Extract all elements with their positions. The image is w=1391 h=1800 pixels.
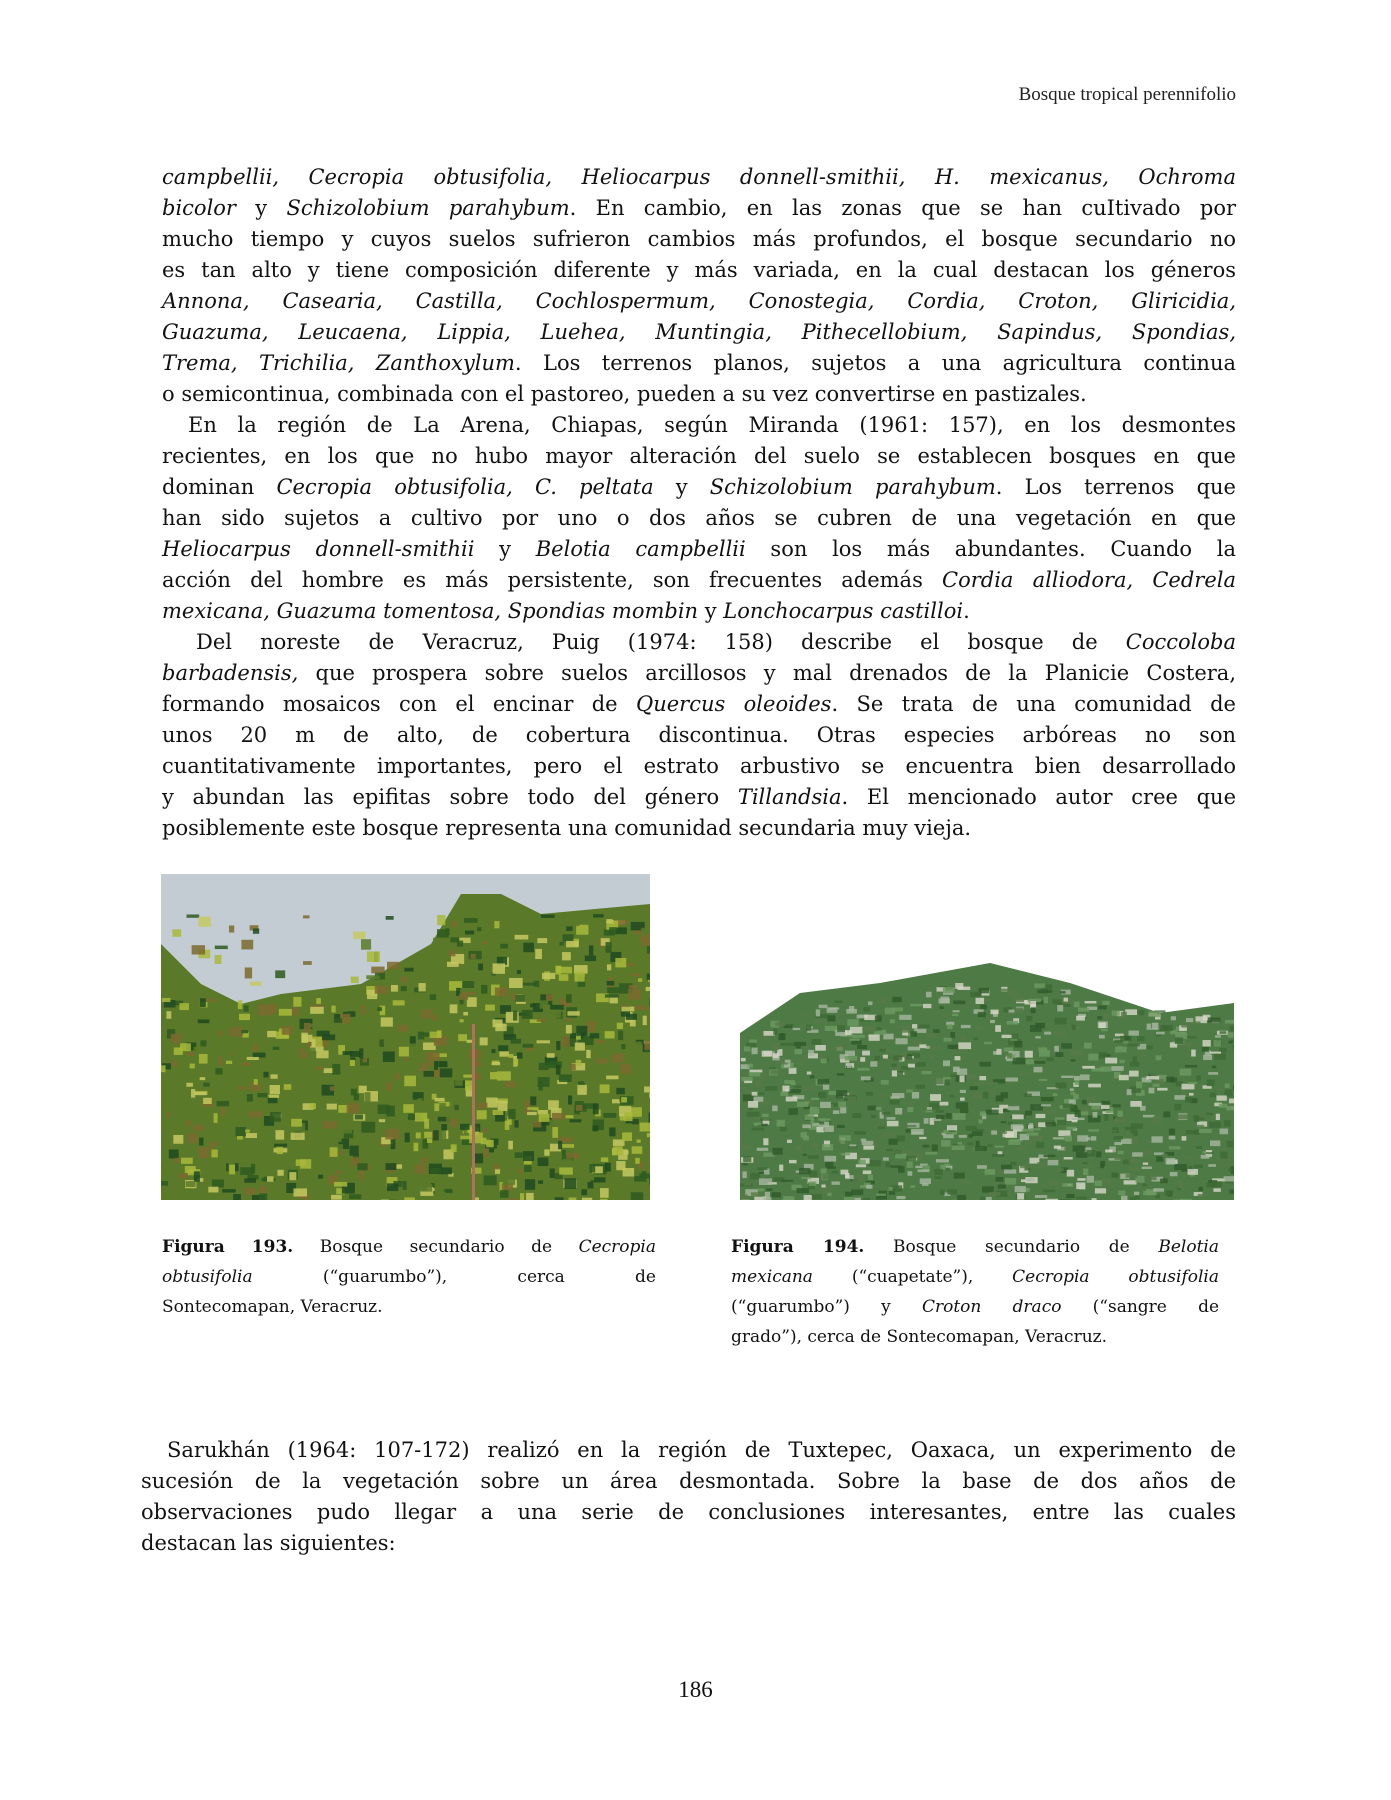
italic-text: Schizolobium parahybum	[286, 196, 570, 220]
tree-trunk	[472, 1024, 475, 1200]
text-run: Bosque secundario de	[293, 1237, 579, 1257]
italic-text: Cecropia	[578, 1237, 656, 1257]
text-line	[162, 658, 1236, 689]
text-line	[141, 1435, 1236, 1466]
text-run: (“sangre de	[1061, 1297, 1220, 1317]
text-line	[162, 193, 1236, 224]
text-run: (“guarumbo”) y	[731, 1297, 922, 1317]
text-run: destacan las siguientes:	[141, 1531, 396, 1555]
text-run: Del noreste de Veracruz, Puig (1974: 158) describe el bosque de	[196, 630, 1126, 654]
text-run: es tan alto y tiene composición diferente y más variada, en la cual destacan los géneros	[162, 258, 1236, 282]
text-run: y	[235, 196, 287, 220]
italic-text: Croton draco	[921, 1297, 1062, 1317]
text-line	[162, 627, 1236, 658]
text-line	[162, 410, 1236, 441]
text-run: mucho tiempo y cuyos suelos sufrieron cambios más profundos, el bosque secundario no	[162, 227, 1236, 251]
italic-text: campbellii, Cecropia obtusifolia, Heliocarpus donnell-smithii, H. mexicanus, Ochroma	[162, 165, 1236, 189]
text-run: Sontecomapan, Veracruz.	[162, 1297, 383, 1317]
italic-text: Guazuma, Leucaena, Lippia, Luehea, Muntingia, Pithecellobium, Sapindus, Spondias,	[162, 320, 1236, 344]
italic-text: Heliocarpus donnell-smithii	[162, 537, 475, 561]
text-line	[141, 1497, 1236, 1528]
text-line	[162, 1232, 656, 1262]
text-run: y	[698, 599, 724, 623]
text-line	[731, 1262, 1219, 1292]
text-line	[162, 255, 1236, 286]
text-run: y	[653, 475, 710, 499]
text-run: o semicontinua, combinada con el pastoreo, pueden a su vez convertirse en pastizales.	[162, 382, 1087, 406]
figure-194-photo	[740, 963, 1234, 1200]
text-run: grado”), cerca de Sontecomapan, Veracruz.	[731, 1327, 1108, 1347]
text-run: observaciones pudo llegar a una serie de conclusiones interesantes, entre las cuales	[141, 1500, 1236, 1524]
text-run: son los más abundantes. Cuando la	[745, 537, 1236, 561]
text-line	[162, 689, 1236, 720]
text-line	[731, 1232, 1219, 1262]
italic-text: Quercus oleoides	[636, 692, 832, 716]
italic-text: Annona, Casearia, Castilla, Cochlospermum, Conostegia, Cordia, Croton, Gliricidia,	[162, 289, 1236, 313]
text-run: . El mencionado autor cree que	[841, 785, 1237, 809]
text-run: han sido sujetos a cultivo por uno o dos años se cubren de una vegetación en que	[162, 506, 1236, 530]
text-run: acción del hombre es más persistente, son frecuentes además	[162, 568, 942, 592]
italic-text: Belotia campbellii	[535, 537, 746, 561]
figure-label: Figura 194.	[731, 1237, 865, 1257]
italic-text: Schizolobium parahybum	[709, 475, 996, 499]
text-line	[162, 162, 1236, 193]
text-run: y abundan las epifitas sobre todo del género	[162, 785, 738, 809]
text-line	[162, 317, 1236, 348]
text-run: cuantitativamente importantes, pero el estrato arbustivo se encuentra bien desarrollado	[162, 754, 1236, 778]
text-run: sucesión de la vegetación sobre un área desmontada. Sobre la base de dos años de	[141, 1469, 1236, 1493]
text-line	[162, 782, 1236, 813]
text-run: y	[474, 537, 536, 561]
text-run: . Los terrenos que	[995, 475, 1236, 499]
text-line	[162, 534, 1236, 565]
text-line	[141, 1466, 1236, 1497]
italic-text: Cecropia obtusifolia	[1012, 1267, 1220, 1287]
text-run: dominan	[162, 475, 277, 499]
text-line	[731, 1292, 1219, 1322]
italic-text: Belotia	[1158, 1237, 1219, 1257]
text-line	[141, 1528, 1236, 1559]
text-run: Sarukhán (1964: 107-172) realizó en la región de Tuxtepec, Oaxaca, un experimento de	[167, 1438, 1236, 1462]
text-line	[162, 503, 1236, 534]
italic-text: mexicana, Guazuma tomentosa, Spondias mombin	[162, 599, 699, 623]
text-line	[162, 441, 1236, 472]
figure-193-photo	[161, 874, 650, 1200]
italic-text: barbadensis,	[162, 661, 299, 685]
figure-194-caption	[731, 1232, 1219, 1352]
text-line	[162, 1262, 656, 1292]
text-line	[162, 720, 1236, 751]
text-line	[162, 286, 1236, 317]
text-run: Bosque secundario de	[864, 1237, 1159, 1257]
text-line	[162, 751, 1236, 782]
text-run: posiblemente este bosque representa una comunidad secundaria muy vieja.	[162, 816, 972, 840]
italic-text: Cordia alliodora, Cedrela	[942, 568, 1236, 592]
italic-text: Tillandsia	[737, 785, 842, 809]
text-line	[162, 379, 1236, 410]
text-line	[162, 472, 1236, 503]
text-line	[162, 596, 1236, 627]
text-line	[162, 224, 1236, 255]
text-run: formando mosaicos con el encinar de	[162, 692, 636, 716]
final-paragraph	[141, 1435, 1236, 1559]
page-number: 186	[678, 1677, 713, 1702]
figure-label: Figura 193.	[162, 1237, 294, 1257]
italic-text: Cecropia obtusifolia, C. peltata	[276, 475, 654, 499]
text-run: . Los terrenos planos, sujetos a una agricultura continua	[514, 351, 1236, 375]
text-run: . Se trata de una comunidad de	[831, 692, 1236, 716]
running-header: Bosque tropical perennifolio	[1018, 84, 1236, 105]
text-line	[162, 348, 1236, 379]
italic-text: Trema, Trichilia, Zanthoxylum	[162, 351, 515, 375]
text-run: (“cuapetate”),	[812, 1267, 1013, 1287]
italic-text: mexicana	[731, 1267, 813, 1287]
text-run: . En cambio, en las zonas que se han cuItivado por	[569, 196, 1236, 220]
italic-text: Lonchocarpus castilloi	[723, 599, 964, 623]
italic-text: obtusifolia	[162, 1267, 253, 1287]
figure-193-caption	[162, 1232, 656, 1322]
text-line	[162, 1292, 656, 1322]
text-run: recientes, en los que no hubo mayor alteración del suelo se establecen bosques en que	[162, 444, 1236, 468]
body-text	[162, 162, 1236, 844]
italic-text: Coccoloba	[1125, 630, 1236, 654]
italic-text: bicolor	[162, 196, 236, 220]
text-run: En la región de La Arena, Chiapas, según Miranda (1961: 157), en los desmontes	[188, 413, 1236, 437]
text-run: .	[963, 599, 970, 623]
text-line	[731, 1322, 1219, 1352]
text-run: (“guarumbo”), cerca de	[252, 1267, 656, 1287]
text-line	[162, 565, 1236, 596]
text-run: que prospera sobre suelos arcillosos y mal drenados de la Planicie Costera,	[298, 661, 1236, 685]
text-run: unos 20 m de alto, de cobertura discontinua. Otras especies arbóreas no son	[162, 723, 1236, 747]
text-line	[162, 813, 1236, 844]
